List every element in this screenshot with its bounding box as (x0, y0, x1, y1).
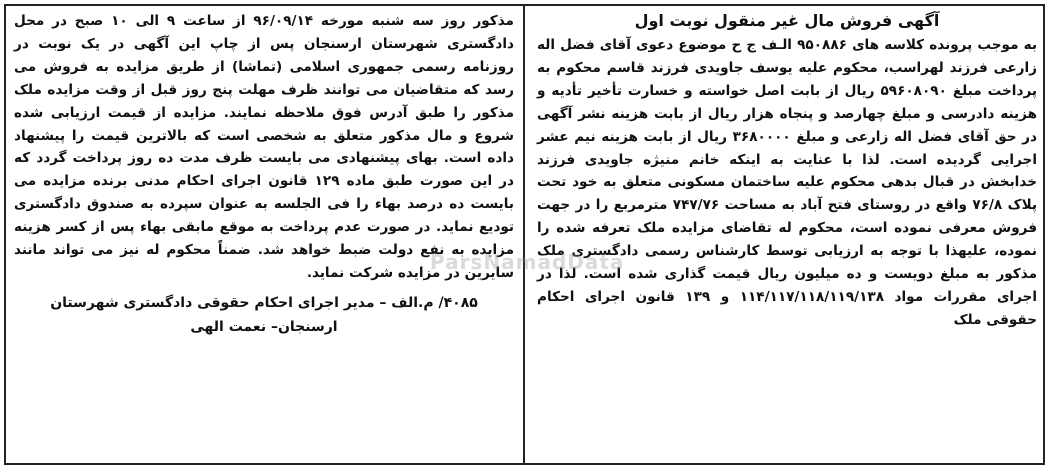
notice-signature (14, 291, 514, 339)
notice-left-column (14, 10, 514, 339)
signature-line-2: ارسنجان– نعمت الهی (190, 318, 338, 335)
notice-right-text: به موجب پرونده کلاسه های ۹۵۰۸۸۶ الـف ج ح موضوع دعوی آقای فضل اله زارعی فرزند لهراسب، محکوم علیه یوسف جاویدی فرزند قاسم محکوم به پرداخت مبلغ ۵۹۶۰۸۰۹۰ ریال از بابت اصل خواسته و خسارت تأخیر تأدیه و هزینه دادرسی و مبلغ چهارصد و پنجاه هزار ریال از بابت هزینه نشر آگهی در حق آقای فضل اله زارعی و مبلغ ۳۶۸۰۰۰۰ ریال از بابت هزینه نیم عشر اجرایی گردیده است. لذا با عنایت به اینکه خانم منیژه جاویدی فرزند خدابخش در قبال بدهی محکوم علیه ساختمان مسکونی متعلق به خود تحت پلاک ۷۶/۸ واقع در روستای فتح آباد به مساحت ۷۴۷/۷۶ مترمربع را در جهت فروش معرفی نموده است، محکوم له تقاضای مزایده ملک تعرفه شده را نموده، علیهذا با توجه به ارزیابی توسط کارشناس رسمی دادگستری ملک مذکور به مبلغ دویست و ده میلیون ریال قیمت گذاری شده است. لذا در اجرای مقررات مواد ۱۱۴/۱۱۷/۱۱۸/۱۱۹/۱۳۸ و ۱۳۹ قانون اجرای احکام حقوقی ملک (537, 37, 1038, 328)
column-divider (523, 4, 525, 463)
signature-line-1: ۴۰۸۵/ م.الف – مدیر اجرای احکام حقوقی دادگستری شهرستان (50, 294, 478, 311)
notice-left-text: مذکور روز سه شنبه مورخه ۹۶/۰۹/۱۴ از ساعت ۹ الی ۱۰ صبح در محل دادگستری شهرستان ارسنجان پس از چاپ این آگهی در یک نوبت در روزنامه رسمی جمهوری اسلامی (تماشا) از طریق مزایده به فروش می رسد که متقاضیان می توانند ظرف مهلت پنج روز قبل از وقت مزایده ملک مذکور را طبق آدرس فوق ملاحظه نمایند. مزایده از قیمت ارزیابی شده شروع و مال مذکور متعلق به شخصی است که بالاترین قیمت را پیشنهاد داده است. بهای پیشنهادی می بایست ظرف مدت ده روز پرداخت گردد که در این صورت طبق ماده ۱۲۹ قانون اجرای احکام مدنی برنده مزایده می بایست ده درصد بهاء را فی الجلسه به عنوان سپرده به صندوق دادگستری تودیع نماید. در صورت عدم پرداخت به موقع مابقی بهاء پس از کسر هزینه مزایده به نفع دولت ضبط خواهد شد. ضمناً محکوم له نیز می تواند مانند سایرین در مزایده شرکت نماید. (14, 13, 514, 281)
notice-right-column (537, 10, 1037, 332)
notice-title: آگهی فروش مال غیر منقول نوبت اول (634, 11, 940, 30)
watermark-text: ParsNamadData (430, 250, 625, 274)
